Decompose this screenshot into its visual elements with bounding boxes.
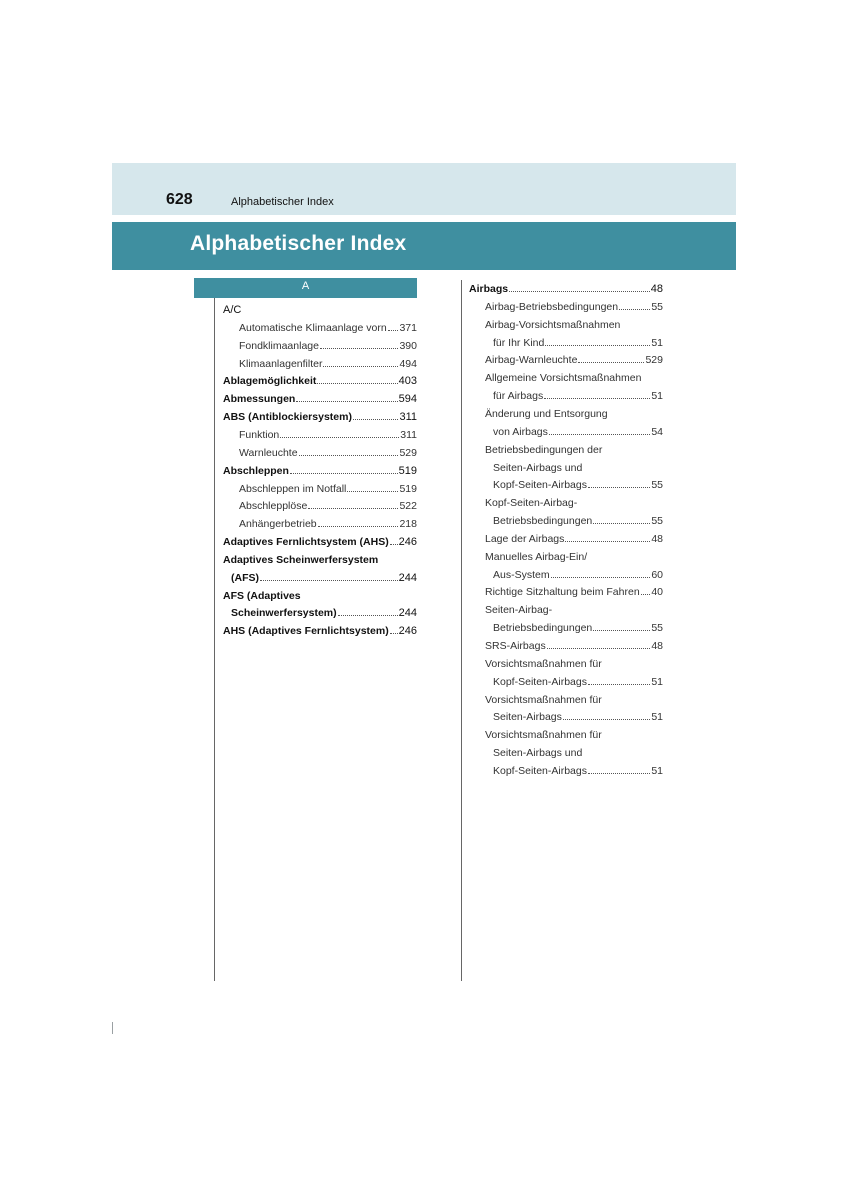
index-entry-page: 244 [398, 607, 417, 620]
running-title: Alphabetischer Index [231, 196, 334, 208]
index-entry-label: SRS-Airbags [485, 640, 546, 652]
index-entry-label: Vorsichtsmaßnahmen für [485, 693, 602, 706]
index-entry-label: Fondklimaanlage [239, 339, 319, 352]
index-entry-page: 594 [398, 393, 417, 406]
index-entry [223, 301, 417, 319]
index-entry-page: 246 [398, 536, 417, 549]
index-entry [493, 762, 663, 780]
index-entry [239, 319, 417, 337]
dot-leader [509, 290, 650, 292]
index-entry [239, 480, 417, 498]
index-entry-page: 311 [399, 411, 417, 424]
index-entry-label: Airbag-Betriebsbedingungen [485, 300, 619, 313]
index-entry [485, 494, 663, 512]
index-entry [485, 655, 663, 673]
index-entry [493, 708, 663, 726]
index-entry-label: Allgemeine Vorsichtsmaßnahmen [485, 372, 642, 385]
index-entry-label: Lage der Airbags [485, 532, 565, 545]
index-entry [485, 405, 663, 423]
column-divider-left [214, 298, 215, 981]
dot-leader [593, 629, 650, 631]
dot-leader [280, 436, 399, 438]
index-entry-page: 55 [651, 515, 663, 528]
index-entry [223, 551, 417, 569]
index-entry-page: 48 [651, 640, 663, 652]
index-entry-label: Betriebsbedingungen der [485, 443, 603, 456]
index-entry-label: Änderung und Entsorgung [485, 407, 608, 420]
index-entry [469, 280, 663, 298]
index-entry [485, 351, 663, 369]
index-entry [493, 476, 663, 494]
dot-leader [320, 347, 399, 349]
index-entry-page: 522 [399, 500, 417, 513]
index-entry-page: 403 [398, 375, 417, 388]
index-entry-label: Ablagemöglichkeit [223, 375, 317, 388]
index-entry [485, 548, 663, 566]
index-entry-label: für Ihr Kind [493, 336, 545, 349]
dot-leader [588, 683, 650, 685]
index-entry [485, 369, 663, 387]
dot-leader [260, 579, 398, 581]
index-entry-page: 40 [651, 586, 663, 599]
index-entry [223, 408, 417, 426]
index-entry [239, 426, 417, 444]
index-entry [485, 441, 663, 459]
index-entry-label: Abschleppen [223, 464, 289, 477]
index-entry [493, 619, 663, 637]
index-entry-label: von Airbags [493, 425, 548, 438]
crop-mark-bottom-left [112, 1022, 113, 1034]
dot-leader [545, 344, 650, 346]
index-entry-label: (AFS) [231, 571, 259, 584]
index-entry [493, 744, 663, 762]
dot-leader [299, 454, 399, 456]
dot-leader [338, 614, 398, 616]
dot-leader [347, 490, 398, 492]
index-entry-label: Seiten-Airbags [493, 711, 562, 724]
index-entry-label: Manuelles Airbag-Ein/ [485, 550, 588, 563]
index-entry [239, 515, 417, 533]
index-entry-label: Seiten-Airbag- [485, 604, 553, 617]
index-entry-label: Anhängerbetrieb [239, 518, 317, 531]
index-entry-label: Warnleuchte [239, 446, 298, 459]
index-entry [239, 337, 417, 355]
dot-leader [388, 329, 399, 331]
dot-leader [641, 593, 651, 595]
dot-leader [308, 507, 398, 509]
dot-leader [619, 308, 650, 310]
index-entry-page: 246 [398, 625, 417, 638]
index-entry-page: 51 [651, 336, 663, 349]
dot-leader [544, 397, 650, 399]
index-entry [239, 444, 417, 462]
index-entry-page: 51 [651, 675, 663, 688]
index-entry-label: Kopf-Seiten-Airbag- [485, 497, 578, 510]
index-entry-page: 55 [651, 300, 663, 313]
index-entry-page: 494 [399, 357, 417, 370]
index-entry-label: Klimaanlagenfilter [239, 357, 323, 370]
index-entry-page: 60 [651, 568, 663, 581]
index-entry-page: 48 [651, 532, 663, 545]
index-entry [485, 298, 663, 316]
dot-leader [563, 718, 650, 720]
index-entry [485, 316, 663, 334]
index-entry-label: Seiten-Airbags und [493, 461, 583, 474]
index-entry-label: Abschlepplöse [239, 500, 308, 513]
index-entry-label: Kopf-Seiten-Airbags [493, 479, 587, 492]
index-entry-page: 54 [651, 425, 663, 438]
index-entry-label: Automatische Klimaanlage vorn [239, 321, 387, 334]
index-entry-label: Funktion [239, 428, 280, 441]
index-entry-page: 519 [399, 482, 417, 495]
index-entry-page: 371 [399, 321, 417, 334]
index-entry [485, 601, 663, 619]
index-entry [485, 530, 663, 548]
index-entry-page: 51 [651, 390, 663, 403]
index-entry-label: Aus-System [493, 568, 550, 581]
dot-leader [549, 433, 650, 435]
index-entry-label: Airbag-Warnleuchte [485, 354, 578, 367]
index-entry [493, 423, 663, 441]
dot-leader [290, 472, 398, 474]
index-entry-page: 529 [645, 354, 663, 367]
dot-leader [317, 382, 397, 384]
page-number: 628 [166, 191, 193, 208]
index-entry [239, 497, 417, 515]
index-entry-page: 390 [399, 339, 417, 352]
index-entry [485, 583, 663, 601]
header-band [112, 163, 736, 215]
index-entry-label: Kopf-Seiten-Airbags [493, 675, 587, 688]
index-entry-page: 55 [651, 622, 663, 635]
index-entry-page: 48 [650, 283, 663, 295]
index-entry-label: AFS (Adaptives [223, 589, 301, 602]
index-entry [485, 726, 663, 744]
column-divider-right [461, 280, 462, 981]
index-entry-label: Airbag-Vorsichtsmaßnahmen [485, 318, 621, 331]
dot-leader [296, 400, 397, 402]
index-entry-label: Vorsichtsmaßnahmen für [485, 657, 602, 670]
index-entry [223, 372, 417, 390]
index-entry-label: Kopf-Seiten-Airbags [493, 764, 587, 777]
index-entry-label: für Airbags [493, 390, 544, 403]
index-entry-page: 519 [398, 464, 417, 477]
index-entry-page: 529 [399, 446, 417, 459]
dot-leader [390, 543, 398, 545]
index-entry-label: Richtige Sitzhaltung beim Fahren [485, 586, 640, 599]
index-entry-page: 218 [399, 518, 417, 531]
index-entry [223, 462, 417, 480]
index-entry-label: A/C [223, 304, 242, 316]
index-entry-label: Abmessungen [223, 393, 296, 406]
dot-leader [547, 647, 651, 649]
index-entry-label: Seiten-Airbags und [493, 747, 583, 760]
letter-section-header: A [194, 278, 417, 298]
index-entry [493, 673, 663, 691]
index-entry [231, 569, 417, 587]
index-entry-page: 311 [400, 428, 417, 441]
dot-leader [551, 576, 651, 578]
index-entry-label: Betriebsbedingungen [493, 622, 593, 635]
index-entry [239, 355, 417, 373]
index-entry-label: ABS (Antiblockiersystem) [223, 411, 352, 424]
index-entry [223, 587, 417, 605]
dot-leader [588, 772, 650, 774]
index-entry [493, 334, 663, 352]
index-entry [493, 459, 663, 477]
index-entry-label: Vorsichtsmaßnahmen für [485, 729, 602, 742]
dot-leader [318, 525, 399, 527]
dot-leader [593, 522, 650, 524]
dot-leader [588, 486, 650, 488]
dot-leader [353, 418, 399, 420]
index-entry-page: 55 [651, 479, 663, 492]
index-entry-label: Abschleppen im Notfall [239, 482, 347, 495]
index-entry-page: 244 [398, 571, 417, 584]
index-entry [485, 691, 663, 709]
index-entry-label: Scheinwerfersystem) [231, 607, 337, 620]
index-entry-page: 51 [651, 711, 663, 724]
index-entry [223, 390, 417, 408]
index-entry [485, 637, 663, 655]
index-entry [223, 533, 417, 551]
index-entry-label: Betriebsbedingungen [493, 515, 593, 528]
index-entry [493, 566, 663, 584]
index-entry [223, 622, 417, 640]
dot-leader [390, 632, 398, 634]
index-entry-label: Airbags [469, 283, 509, 295]
index-entry [493, 387, 663, 405]
dot-leader [578, 361, 644, 363]
index-entry [493, 512, 663, 530]
page-title: Alphabetischer Index [190, 232, 407, 255]
dot-leader [323, 365, 398, 367]
index-entry-label: Adaptives Scheinwerfersystem [223, 553, 379, 566]
index-entry-page: 51 [651, 764, 663, 777]
index-entry [231, 604, 417, 622]
index-entry-label: Adaptives Fernlichtsystem (AHS) [223, 536, 389, 549]
dot-leader [565, 540, 650, 542]
index-entry-label: AHS (Adaptives Fernlichtsystem) [223, 625, 389, 638]
